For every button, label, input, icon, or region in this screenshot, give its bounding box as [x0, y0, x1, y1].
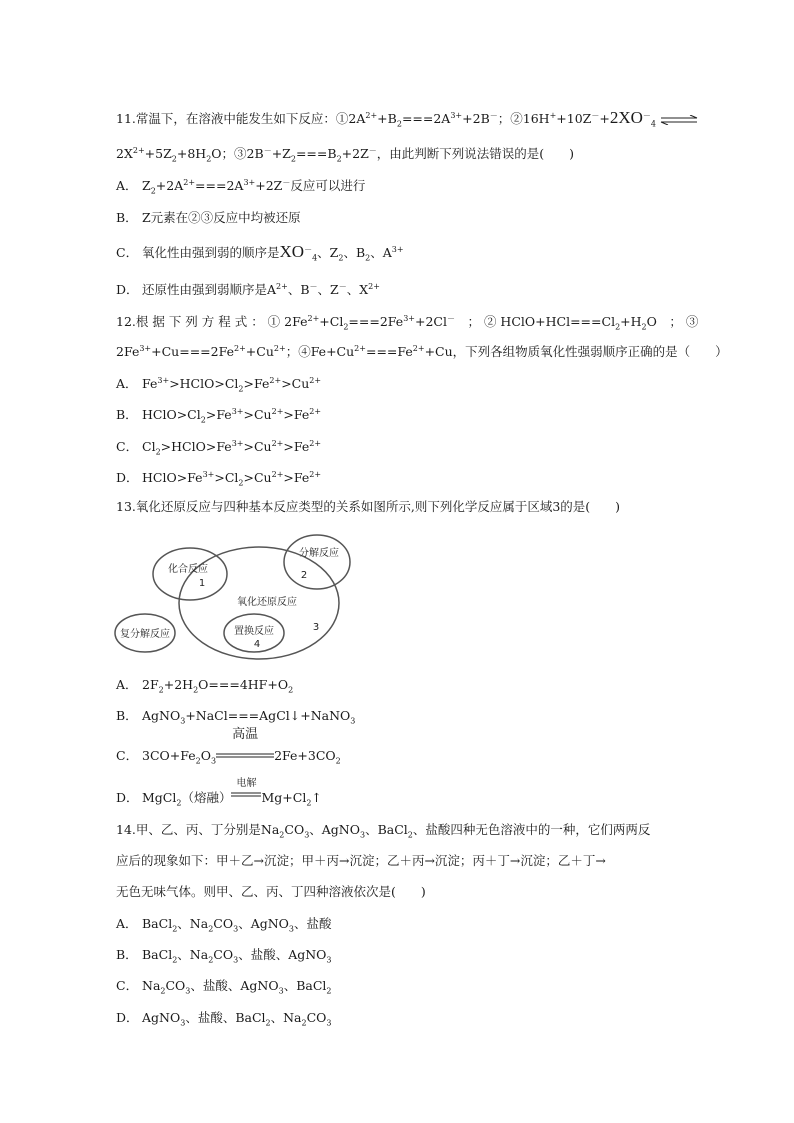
reversible-arrow-icon	[660, 115, 698, 125]
q14-option-a: A． BaCl$_2$、$Na_2CO_3$、AgNO$_3$、盐酸	[116, 916, 332, 934]
reaction-types-venn-diagram	[112, 530, 357, 660]
q13-stem: 13.氧化还原反应与四种基本反应类型的关系如图所示,则下列化学反应属于区域3的是( )	[116, 499, 621, 514]
q11-stem-line-1: 11.常温下，在溶液中能发生如下反应：$①2A^{2+}+B_2===2A^{3+}+2B^-$；$②16H^++10Z^-+2XO^-_4$	[116, 110, 698, 127]
region-4-label: 4	[253, 639, 261, 650]
combination-label: 化合反应	[168, 564, 208, 575]
redox-label: 氧化还原反应	[237, 597, 297, 608]
q13-option-a: A． $2F_2+2H_2O===4HF+O_2$	[116, 677, 294, 695]
q14-option-c: C． $Na_2CO_3$、盐酸、AgNO$_3$、BaCl$_2$	[116, 978, 332, 996]
q13-option-b: B． AgNO$_3$+NaCl===AgCl↓+NaNO$_3$	[116, 708, 356, 726]
q14-stem-line-2: 应后的现象如下：甲＋乙→沉淀；甲＋丙→沉淀；乙＋丙→沉淀；丙＋丁→沉淀；乙＋丁→	[116, 853, 606, 868]
q12-option-b: B． $HClO>Cl_2>Fe^{3+}>Cu^{2+}>Fe^{2+}$	[116, 406, 322, 425]
decomposition-label: 分解反应	[299, 548, 339, 559]
q12-option-c: C． $Cl_2>HClO>Fe^{3+}>Cu^{2+}>Fe^{2+}$	[116, 438, 322, 457]
displacement-label: 置换反应	[234, 626, 274, 637]
q12-option-a: A． $Fe^{3+}>HClO>Cl_2>Fe^{2+}>Cu^{2+}$	[116, 375, 322, 394]
q14-option-b: B． BaCl$_2$、$Na_2CO_3$、盐酸、AgNO$_3$	[116, 947, 332, 965]
double-decomposition-label: 复分解反应	[120, 629, 170, 640]
q13-option-c: C． $3CO+Fe_2O_3$ 高温 $2Fe+3CO_2$	[116, 727, 341, 766]
q14-stem-line-1: 14.甲、乙、丙、丁分别是$Na_2CO_3$、AgNO$_3$、BaCl$_2$、盐酸四种无色溶液中的一种，它们两两反	[116, 822, 651, 840]
q11-option-a: A． $Z_2+2A^{2+}===2A^{3+}+2Z^-$反应可以进行	[116, 177, 366, 196]
q12-stem-line-2: $2Fe^{3+}+Cu===2Fe^{2+}+Cu^{2+}$；$④Fe+Cu^{2+}===Fe^{2+}+Cu$，下列各组物质氧化性强弱顺序正确的是（ ）	[116, 343, 728, 359]
q14-option-d: D． AgNO$_3$、盐酸、BaCl$_2$、$Na_2CO_3$	[116, 1010, 332, 1028]
q11-option-d: D． 还原性由强到弱顺序是$A^{2+}$、B－、Z－、$X^{2+}$	[116, 281, 380, 297]
q12-stem-line-1: 12.根 据 下 列 方 程 式 ： ① $2Fe^{2+}+Cl_2===2Fe^{3+}+2Cl^-$ ； ② $HClO+HCl===Cl_2+H_2O$ ； ③	[116, 313, 699, 332]
region-2-label: 2	[300, 570, 308, 581]
region-1-label: 1	[198, 578, 206, 589]
q11-option-b: B． Z元素在②③反应中均被还原	[116, 210, 301, 225]
decomposition-ellipse	[284, 535, 350, 589]
region-3-label: 3	[312, 622, 320, 633]
q14-stem-line-3: 无色无味气体。则甲、乙、丙、丁四种溶液依次是( )	[116, 884, 426, 899]
q13-option-d: D． MgCl$_2$（熔融） 电解 $Mg+Cl_2↑$	[116, 778, 322, 808]
high-temp-condition-arrow: 高温	[232, 727, 259, 742]
electrolysis-condition-arrow: 电解	[236, 778, 257, 789]
q11-stem-line-2: $2X^{2+}+5Z_2+8H_2O$；$③2B^-+Z_2===B_2+2Z^-$，由此判断下列说法错误的是( )	[116, 145, 575, 164]
q11-option-c: C． 氧化性由强到弱的顺序是$XO^-_4$、$Z_2$、$B_2$、$A^{3+}$	[116, 242, 404, 263]
q12-option-d: D． $HClO>Fe^{3+}>Cl_2>Cu^{2+}>Fe^{2+}$	[116, 469, 322, 488]
